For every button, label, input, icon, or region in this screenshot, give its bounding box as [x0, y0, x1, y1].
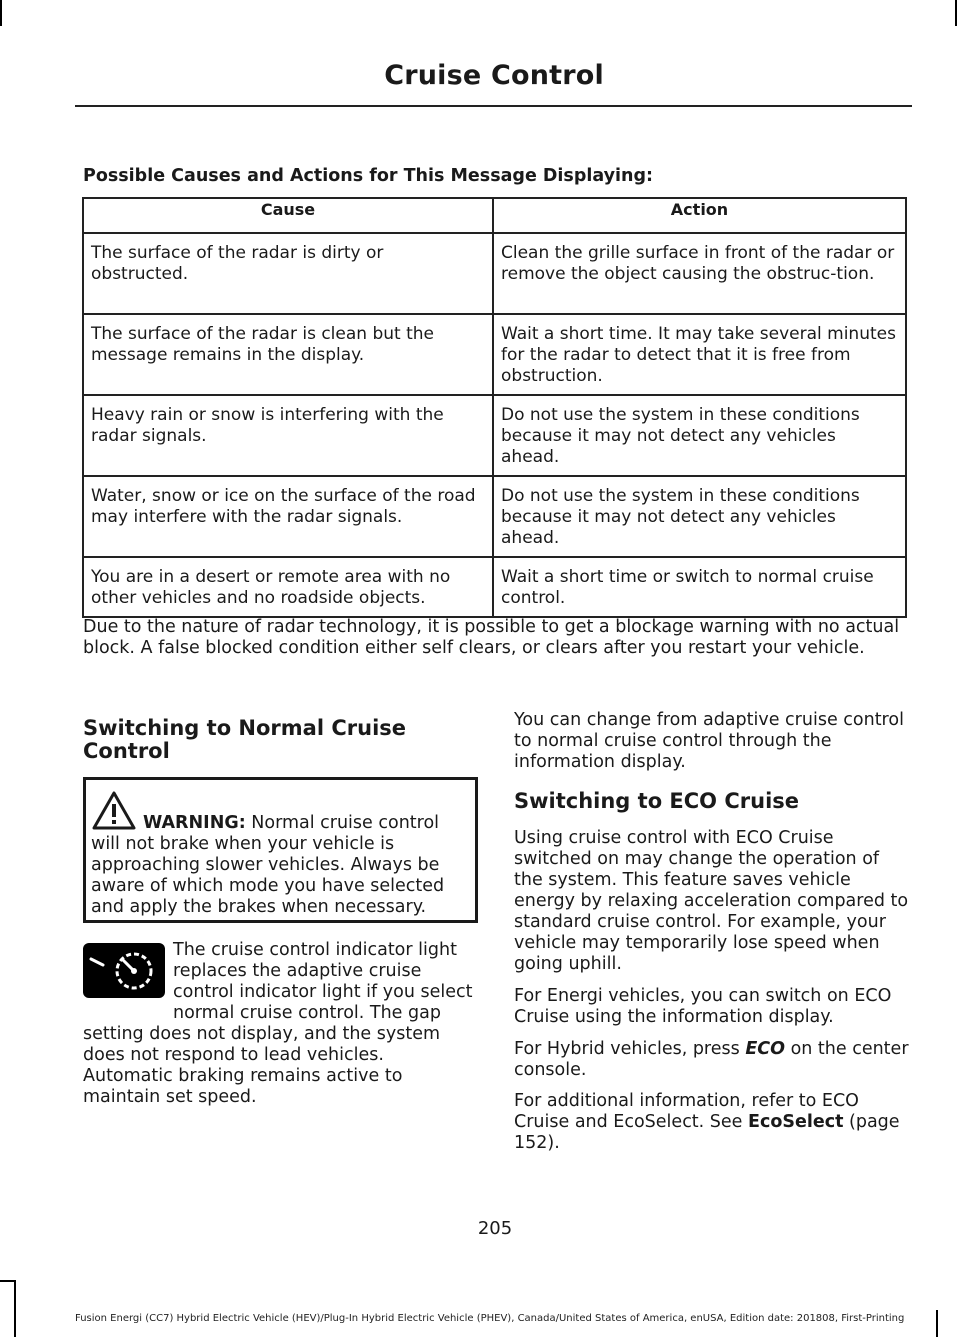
action-cell: Wait a short time or switch to normal cruise control. [493, 557, 906, 617]
cause-cell: You are in a desert or remote area with no other vehicles and no roadside objects. [83, 557, 493, 617]
hybrid-text-end: on the center console. [514, 1039, 909, 1080]
action-cell: Do not use the system in these conditions because it may not detect any vehicles ahead. [493, 395, 906, 476]
additional-info-paragraph [514, 1091, 909, 1154]
action-cell: Clean the grille surface in front of the radar or remove the object causing the obstruc-tion. [493, 233, 906, 314]
crop-mark [0, 0, 2, 26]
hybrid-text-start: For Hybrid vehicles, press [514, 1039, 746, 1059]
cause-cell: The surface of the radar is clean but the message remains in the display. [83, 314, 493, 395]
table-row [83, 476, 906, 557]
cause-cell: The surface of the radar is dirty or obstructed. [83, 233, 493, 314]
crop-mark [14, 1280, 16, 1337]
indicator-spacer [83, 940, 173, 1004]
column-header-cause: Cause [83, 198, 493, 233]
hybrid-paragraph [514, 1039, 909, 1081]
warning-text [83, 813, 467, 918]
crop-mark [936, 1310, 938, 1337]
warning-box [83, 777, 478, 923]
footer-text: Fusion Energi (CC7) Hybrid Electric Vehicle (HEV)/Plug-In Hybrid Electric Vehicle (PHEV), Canada/United States of America, enUSA, Edition date: 201808, First-Printing [75, 1313, 905, 1324]
section-heading: Possible Causes and Actions for This Message Displaying: [83, 166, 654, 186]
causes-actions-table [82, 197, 907, 618]
cause-cell: Water, snow or ice on the surface of the road may interfere with the radar signals. [83, 476, 493, 557]
ecoselect-reference-link[interactable]: EcoSelect [748, 1112, 844, 1132]
action-cell: Do not use the system in these conditions because it may not detect any vehicles ahead. [493, 476, 906, 557]
warning-triangle-icon [91, 790, 137, 832]
radar-note-paragraph: Due to the nature of radar technology, it is possible to get a blockage warning with no actual block. A false blocked condition either self clears, or clears after you restart your vehicle. [83, 617, 900, 658]
energi-paragraph: For Energi vehicles, you can switch on ECO Cruise using the information display. [514, 986, 892, 1027]
page-title: Cruise Control [384, 60, 604, 91]
page-reference: (page 152). [514, 1112, 900, 1153]
table-row [83, 233, 906, 314]
table-row [83, 557, 906, 617]
adaptive-to-normal-paragraph: You can change from adaptive cruise control to normal cruise control through the information display. [514, 710, 904, 772]
warning-label: WARNING: [143, 813, 246, 833]
crop-mark [0, 1280, 14, 1282]
crop-mark [955, 0, 957, 26]
indicator-paragraph [83, 940, 478, 1108]
eco-cruise-paragraph: Using cruise control with ECO Cruise switched on may change the operation of the system. This feature saves vehicle energy by relaxing acceleration compared to standard cruise control. For example, your vehicle may temporarily lose speed when going uphill. [514, 828, 909, 974]
column-header-action: Action [493, 198, 906, 233]
header-divider [75, 105, 912, 107]
warning-body: Normal cruise control will not brake when your vehicle is approaching slower vehicles. Always be aware of which mode you have selected and apply the brakes when necessary. [91, 813, 445, 917]
table-row [83, 395, 906, 476]
normal-cruise-heading: Switching to Normal Cruise Control [83, 716, 407, 763]
table-header-row [83, 198, 906, 233]
indicator-description: The cruise control indicator light replaces the adaptive cruise control indicator light if you select normal cruise control. The gap setting does not display, and the system does not respond to lead vehicles. Automatic braking remains active to maintain set speed. [83, 940, 473, 1107]
action-cell: Wait a short time. It may take several minutes for the radar to detect that it is free from obstruction. [493, 314, 906, 395]
page-number: 205 [477, 1218, 513, 1239]
eco-button-label: ECO [745, 1039, 785, 1059]
table-row [83, 314, 906, 395]
eco-cruise-heading: Switching to ECO Cruise [514, 789, 800, 813]
cause-cell: Heavy rain or snow is interfering with the radar signals. [83, 395, 493, 476]
additional-info-text: For additional information, refer to ECO Cruise and EcoSelect. See [514, 1091, 859, 1132]
